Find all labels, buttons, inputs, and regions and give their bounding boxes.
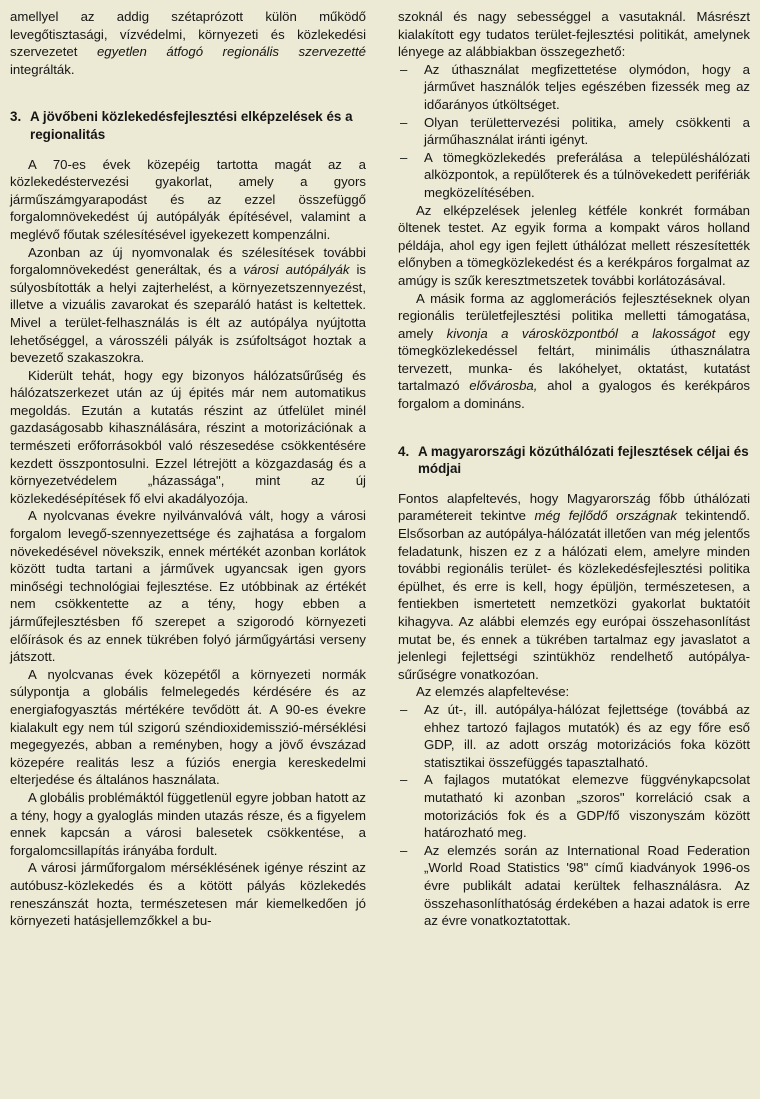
list-item-text: Olyan területtervezési politika, amely csökkenti a járműhasználat iránti igényt. <box>424 114 750 148</box>
dash-bullet: – <box>400 149 408 165</box>
bullet-list <box>398 61 750 202</box>
paragraph <box>398 490 750 684</box>
paragraph: A nyolcvanas évek közepétől a környezeti normák súlypontja a globális felmelegedés kérdésére és az energiafogyasztás mértékére tevődött át. A 90-es évekre kialakult egy nem túl szigorú széndioxidemisszió-mérséklési megegyezés, abban a reményben, hogy a jövő évszázad közepére realitás lesz a fúziós energia kereskedelmi elterjedése és általános használata. <box>10 666 366 788</box>
list-item-text: A tömegközlekedés preferálása a településhálózati alközpontok, a repülőterek és a túlnövekedett perifériák megközelítésében. <box>424 149 750 200</box>
paragraph <box>10 8 366 78</box>
text: egy tömegközlekedéssel feltárt, minimális úthasználatra tervezett, munka- és lakóhelyet, oktatást, kutatást tartalmazó <box>398 325 750 394</box>
paragraph: A globális problémáktól függetlenül egyre jobban hatott az a tény, hogy a gyaloglás minden utazás része, és a figyelem ennek kapcsán a városi balesetek csökkentése, a forgalomcsillapítás irányába fordult. <box>10 789 366 858</box>
list-item <box>398 61 750 114</box>
list-item <box>398 842 750 930</box>
list-item <box>398 771 750 841</box>
section-heading <box>398 443 750 478</box>
bullet-list <box>398 701 750 930</box>
text: Fontos alapfeltevés, hogy Magyarország főbb úthálózati paramétereit tekintve <box>398 490 750 524</box>
paragraph: Az elemzés alapfeltevése: <box>416 684 570 700</box>
text: integrálták. <box>10 61 75 77</box>
section-title: A magyarországi közúthálózati fejlesztések céljai és módjai <box>418 443 749 477</box>
list-item <box>398 701 750 771</box>
right-column <box>398 8 750 930</box>
list-item-text: A fajlagos mutatókat elemezve függvénykapcsolat mutatható ki azonban „szoros" korreláció csak a motorizációs fok és a GDP/fő viszonyszám között határozható meg. <box>424 772 750 841</box>
paragraph: szoknál és nagy sebességgel a vasutaknál. Másrészt kialakított egy tudatos terület-fejlesztési politikát, amelynek lényege az alábbiakban összegezhető: <box>398 9 750 60</box>
text: amellyel az addig szétaprózott külön működő levegőtisztasági, vízvédelmi, környezeti és közlekedési szervezetet <box>10 9 366 60</box>
paragraph: A nyolcvanas évekre nyilvánvalóvá vált, hogy a városi forgalom levegő-szennyezettsége és zajhatása a forgalom növekedésével növekszik, ennek mértékét azonban korlátok között tudta tartani a járművek ugyancsak igen gyors minőségi technológiai fejlesztése. Ez utóbbinak az értékét nem csökkentette az a tény, hogy ebben a járműfejlesztésben fő szerepet a szigorodó környezeti előírások és az ennek tükrében folyó járműgyártási verseny játszott. <box>10 508 366 665</box>
list-item-text: Az úthasználat megfizettetése olymódon, hogy a járművet használók teljes egészében fizessék meg az időarányos útköltséget. <box>424 61 750 112</box>
paragraph: Az elképzelések jelenleg kétféle konkrét formában öltenek testet. Az egyik forma a kompakt város holland példája, ahol egy igen fejlett úthálózat mellett részesítették előnyben a tömegközlekedést és a kerékpáros forgalmat az amúgy is szűk keresztmetszetek további korlátozásával. <box>398 202 750 288</box>
section-title: A jövőbeni közlekedésfejlesztési elképzelések és a regionalitás <box>30 109 353 142</box>
dash-bullet: – <box>400 701 408 717</box>
dash-bullet: – <box>400 842 408 858</box>
section-number: 3. <box>10 109 22 125</box>
dash-bullet: – <box>400 61 408 77</box>
section-number: 4. <box>398 443 410 459</box>
text: A másik forma az agglomerációs fejlesztéseknek olyan regionális területfejlesztési politika melletti támogatása, amely <box>398 290 750 341</box>
emphasis: egyetlen átfogó regionális szervezetté <box>96 44 366 60</box>
dash-bullet: – <box>400 772 408 788</box>
text: Azonban az új nyomvonalak és szélesítések további forgalomnövekedést generáltak, és a <box>10 244 366 278</box>
paragraph <box>398 290 750 413</box>
list-item-text: Az út-, ill. autópálya-hálózat fejlettsége (továbbá az ehhez tartozó fajlagos mutatók) és az egy főre eső GDP, ill. az adott ország motorizációs foka között statisztikai összefüggés tapasztalható. <box>424 701 750 770</box>
text: ahol a gyalogos és kerékpáros forgalom a domináns. <box>398 378 751 412</box>
section-heading <box>10 108 366 143</box>
text: is súlyosbították a helyi zajterhelést, a környezetszennyezést, illetve a vizuális zavarokat és szeparáló hatást is keltettek. Mivel a terület-felhasználás is élt az autópálya nyújtotta lehetőséggel, a városszéli pályák is zsúfoltságot hoztak a bevezető szakaszokra. <box>10 262 366 366</box>
emphasis: városi autópályák <box>243 262 350 278</box>
paragraph: Kiderült tehát, hogy egy bizonyos hálózatsűrűség és hálózatszerkezet után az új épités már nem automatikus megoldás. Ezután a kutatás részint az útfelület minél gazdaságosabb kihasználására, részint a motorizációnak a természeti erőforrásokból való részesedése csökkentésére kezdett összpontosulni. Ezzel létrejött a közgazdaság és a környezetvédelem „házassága", mint az új közlekedésépítések fő elvi akadályozója. <box>10 367 366 506</box>
dash-bullet: – <box>400 114 408 130</box>
emphasis: még fejlődő országnak <box>534 508 677 524</box>
left-column <box>10 8 366 930</box>
paragraph: A 70-es évek közepéig tartotta magát az a közlekedéstervezési gyakorlat, amely a gyors járműszámgyarapodást és az ezzel összefüggő forgalomnövekedést új autópályák építésével, valamint a meglévő főutak szélesítésével igyekezett kompenzálni. <box>10 156 366 242</box>
paragraph <box>10 244 366 367</box>
emphasis: kivonja a városközpontból a lakosságot <box>446 325 716 341</box>
paragraph: A városi járműforgalom mérséklésének igénye részint az autóbusz-közlekedés és a kötött pályás közlekedés reneszánszát hozta, természetesen már kiemelkedően jó környezeti hatásjellemzőkkel a bu- <box>10 860 366 929</box>
text: tekintendő. Elsősorban az autópálya-hálózatát illetően van még jelentős feladatunk, hiszen ez z a hálózati elem, amelyre minden további regionális terület- és közlekedésfejlesztési politika épülhet, és erre is kell, hogy épüljön, természetesen, a fentiekben ismertetett nemzetközi gyakorlat buktatóit kihagyva. Az alábbi elemzés egy európai összehasonlítást mutat be, és ennek a tükrében tartalmaz egy javaslatot a jelenlegi fejlettségi szintükhöz rendelhető autópálya-sűrűségre vonatkozóan. <box>398 508 751 682</box>
list-item <box>398 114 750 149</box>
list-item-text: Az elemzés során az International Road Federation „World Road Statistics '98" című kiadványok 1996-os évre publikált adatai kerültek felhasználásra. Az összehasonlíthatóság érdekében a hazai adatok is erre az évre vonatkoztatottak. <box>424 842 750 929</box>
emphasis: elővárosba, <box>469 378 538 394</box>
list-item <box>398 149 750 202</box>
